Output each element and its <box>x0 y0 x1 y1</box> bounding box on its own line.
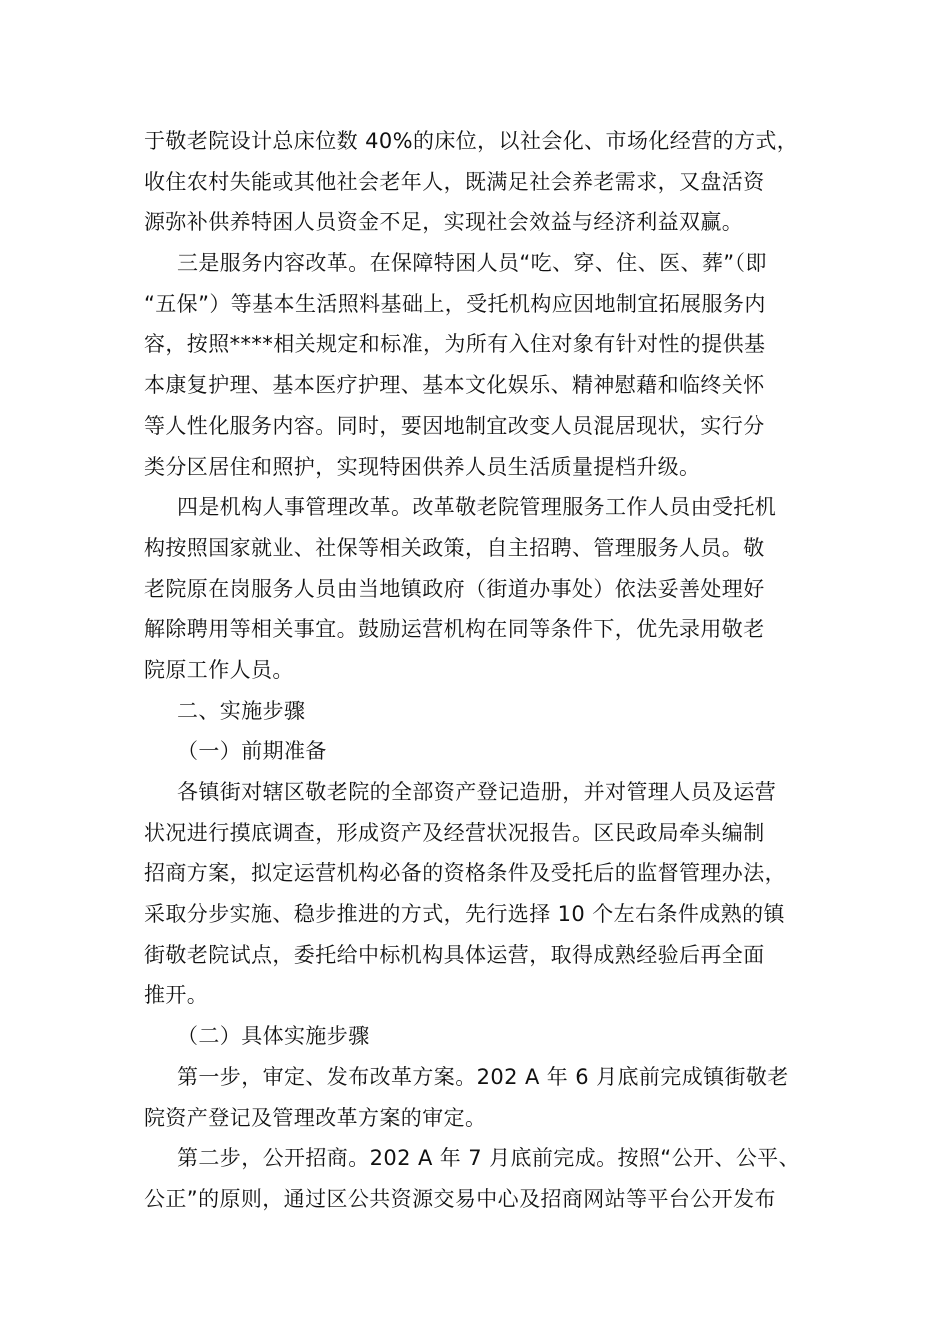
text-line: 老院原在岗服务人员由当地镇政府（街道办事处）依法妥善处理好 <box>144 576 765 601</box>
text-line: 三是服务内容改革。在保障特困人员“吃、穿、住、医、葬”（即 <box>177 251 767 276</box>
text-line: 第二步，公开招商。202 A 年 7 月底前完成。按照“公开、公平、 <box>177 1146 800 1171</box>
text-line: 容，按照****相关规定和标准，为所有入住对象有针对性的提供基 <box>144 332 766 357</box>
text-line: 状况进行摸底调查，形成资产及经营状况报告。区民政局牵头编制 <box>144 820 765 845</box>
text-line: 构按照国家就业、社保等相关政策，自主招聘、管理服务人员。敬 <box>144 535 765 560</box>
document-body <box>144 121 834 1220</box>
text-line: 院资产登记及管理改革方案的审定。 <box>144 1105 487 1130</box>
text-line: 院原工作人员。 <box>144 657 294 682</box>
text-line: 等人性化服务内容。同时，要因地制宜改变人员混居现状，实行分 <box>144 413 765 438</box>
text-line: “五保”）等基本生活照料基础上，受托机构应因地制宜拓展服务内 <box>144 291 766 316</box>
text-line: 采取分步实施、稳步推进的方式，先行选择 10 个左右条件成熟的镇 <box>144 902 785 927</box>
text-line: 推开。 <box>144 983 209 1008</box>
text-line: 本康复护理、基本医疗护理、基本文化娱乐、精神慰藉和临终关怀 <box>144 373 765 398</box>
text-line: 于敬老院设计总床位数 40%的床位，以社会化、市场化经营的方式， <box>144 129 799 153</box>
text-line: 二、实施步骤 <box>177 698 306 723</box>
text-line: 各镇街对辖区敬老院的全部资产登记造册，并对管理人员及运营 <box>177 780 777 804</box>
text-line: （一）前期准备 <box>177 739 327 764</box>
text-line: 招商方案，拟定运营机构必备的资格条件及受托后的监督管理办法， <box>144 861 786 886</box>
text-line: 第一步，审定、发布改革方案。202 A 年 6 月底前完成镇街敬老 <box>177 1064 789 1089</box>
text-line: 类分区居住和照护，实现特困供养人员生活质量提档升级。 <box>144 454 701 479</box>
text-line: 源弥补供养特困人员资金不足，实现社会效益与经济利益双赢。 <box>144 210 744 235</box>
text-line: 解除聘用等相关事宜。鼓励运营机构在同等条件下，优先录用敬老 <box>144 617 765 642</box>
text-line: 收住农村失能或其他社会老年人，既满足社会养老需求，又盘活资 <box>144 169 765 194</box>
text-line: 公正”的原则，通过区公共资源交易中心及招商网站等平台公开发布 <box>144 1186 776 1211</box>
text-line: 街敬老院试点，委托给中标机构具体运营，取得成熟经验后再全面 <box>144 942 765 967</box>
text-line: （二）具体实施步骤 <box>177 1024 370 1049</box>
text-line: 四是机构人事管理改革。改革敬老院管理服务工作人员由受托机 <box>177 495 777 520</box>
